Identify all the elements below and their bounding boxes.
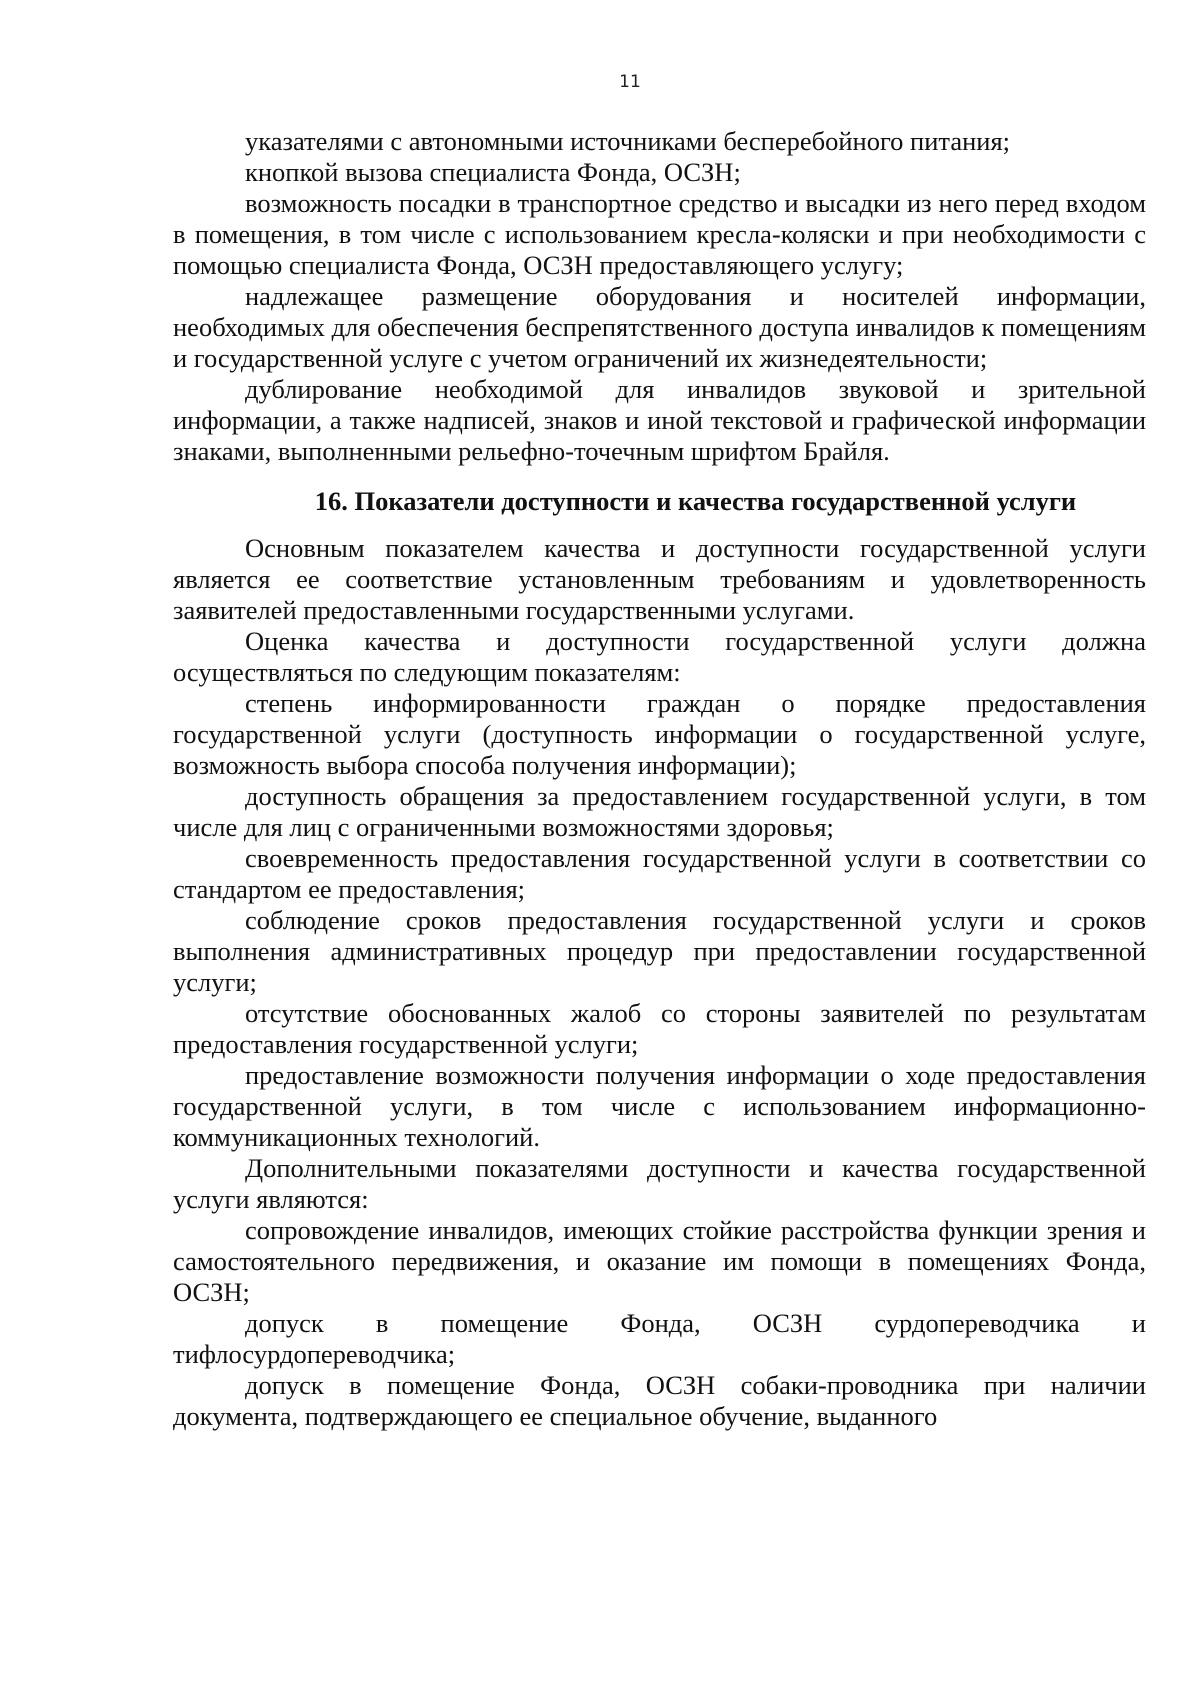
paragraph-evaluation-intro: Оценка качества и доступности государственной услуги должна осуществляться по следующим показателям:	[173, 626, 1146, 687]
list-item-call-button: кнопкой вызова специалиста Фонда, ОСЗН;	[245, 157, 741, 187]
list-item-deadlines: соблюдение сроков предоставления государственной услуги и сроков выполнения административных процедур при предоставлении государственной услуги;	[173, 905, 1146, 997]
list-item-vehicle-boarding: возможность посадки в транспортное средство и высадки из него перед входом в помещения, в том числе с использованием кресла-коляски и при необходимости с помощью специалиста Фонда, ОСЗН предоставляющего услугу;	[173, 188, 1146, 280]
list-item-progress-info: предоставление возможности получения информации о ходе предоставления государственной услуги, в том числе с использованием информационно-коммуникационных технологий.	[173, 1060, 1146, 1152]
list-item-guide-dog-admission: допуск в помещение Фонда, ОСЗН собаки-проводника при наличии документа, подтверждающего ее специальное обучение, выданного	[173, 1370, 1146, 1431]
list-item-no-complaints: отсутствие обоснованных жалоб со стороны заявителей по результатам предоставления государственной услуги;	[173, 998, 1146, 1059]
page-number: 11	[619, 72, 641, 92]
paragraph-additional-indicators: Дополнительными показателями доступности и качества государственной услуги являются:	[173, 1153, 1146, 1214]
list-item-escort: сопровождение инвалидов, имеющих стойкие расстройства функции зрения и самостоятельного передвижения, и оказание им помощи в помещениях Фонда, ОСЗН;	[173, 1215, 1146, 1307]
document-body	[173, 126, 1146, 1432]
list-item-equipment-placement: надлежащее размещение оборудования и носителей информации, необходимых для обеспечения беспрепятственного доступа инвалидов к помещениям и государственной услуге с учетом ограничений их жизнедеятельности;	[173, 281, 1146, 373]
list-item-access: доступность обращения за предоставлением государственной услуги, в том числе для лиц с ограниченными возможностями здоровья;	[173, 781, 1146, 842]
paragraph-main-indicator: Основным показателем качества и доступности государственной услуги является ее соответствие установленным требованиям и удовлетворенность заявителей предоставленными государственными услугами.	[173, 533, 1146, 625]
section-heading: 16. Показатели доступности и качества государственной услуги	[314, 486, 1077, 516]
list-item-awareness: степень информированности граждан о порядке предоставления государственной услуги (доступность информации о государственной услуге, возможность выбора способа получения информации);	[173, 688, 1146, 780]
list-item-interpreter-admission: допуск в помещение Фонда, ОСЗН сурдопереводчика и тифлосурдопереводчика;	[173, 1308, 1146, 1369]
list-item-braille-duplication: дублирование необходимой для инвалидов звуковой и зрительной информации, а также надписей, знаков и иной текстовой и графической информации знаками, выполненными рельефно-точечным шрифтом Брайля.	[173, 374, 1146, 466]
list-item-ups-indicators: указателями с автономными источниками бесперебойного питания;	[245, 126, 1010, 156]
list-item-timeliness: своевременность предоставления государственной услуги в соответствии со стандартом ее предоставления;	[173, 843, 1146, 904]
